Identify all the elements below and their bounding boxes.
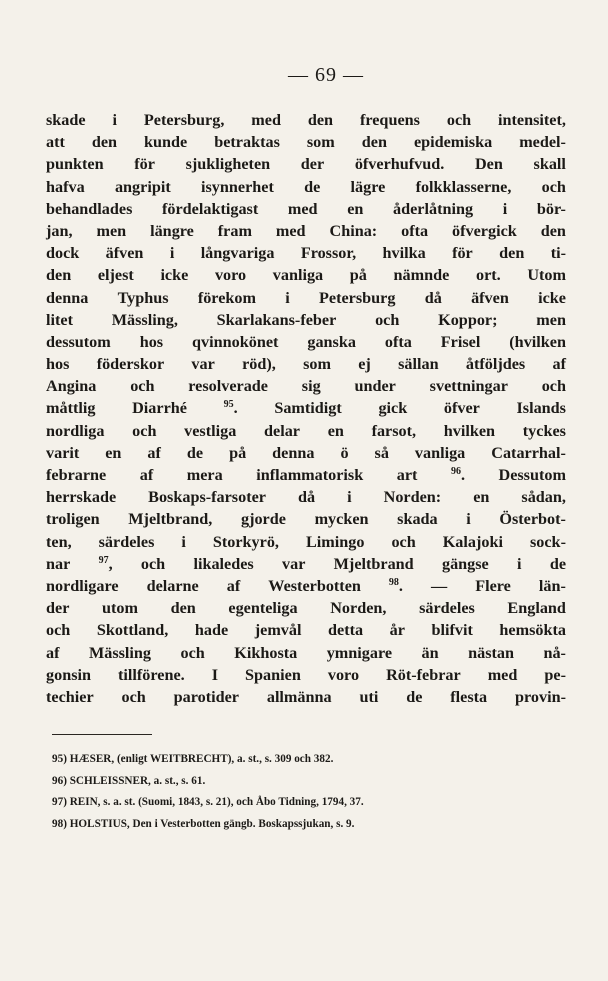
text-line: ten, särdeles i Storkyrö, Limingo och Kalajoki sock-: [46, 532, 566, 551]
text-line: nordliga och vestliga delar en farsot, hvilken tyckes: [46, 421, 566, 440]
footnotes: [46, 749, 566, 835]
body-text: [46, 109, 566, 708]
footnote: 98) HOLSTIUS, Den i Vesterbotten gängb. Boskapssjukan, s. 9.: [52, 817, 355, 830]
text-line: måttlig Diarrhé $^{95}$. Samtidigt gick öfver Islands: [46, 399, 566, 418]
text-line: dock äfven i långvariga Frossor, hvilka för den ti-: [46, 244, 566, 263]
text-line: febrarne af mera inflammatorisk art $^{96}$. Dessutom: [46, 466, 566, 484]
text-line: jan, men längre fram med China: ofta öfvergick den: [46, 221, 566, 240]
text-line: punkten för sjukligheten der öfverhufvud. Den skall: [46, 155, 566, 174]
text-line: litet Mässling, Skarlakans-feber och Koppor; men: [46, 310, 566, 329]
text-line: af Mässling och Kikhosta ymnigare än nästan nå-: [46, 643, 566, 662]
text-line: Angina och resolverade sig under svettningar och: [46, 377, 566, 396]
text-line: herrskade Boskaps-farsoter då i Norden: en sådan,: [46, 488, 566, 507]
footnote-reference: 98: [388, 576, 399, 588]
text-line: hafva angripit isynnerhet de lägre folkklasserne, och: [46, 177, 566, 196]
text-line: nar $^{97}$, och likaledes var Mjeltbrand gängse i de: [46, 554, 566, 573]
text-line: troligen Mjeltbrand, gjorde mycken skada i Österbot-: [46, 510, 566, 529]
text-line: techier och parotider allmänna uti de flesta provin-: [46, 687, 566, 706]
text-line: gonsin tillförene. I Spanien voro Röt-febrar med pe-: [46, 665, 566, 684]
text-line: skade i Petersburg, med den frequens och intensitet,: [46, 111, 566, 129]
text-line: dessutom hos qvinnokönet ganska ofta Frisel (hvilken: [46, 332, 566, 351]
text-line: den eljest icke voro vanliga på nämnde ort. Utom: [46, 266, 566, 285]
text-line: behandlades fördelaktigast med en åderlåtning i bör-: [46, 199, 566, 218]
text-line: och Skottland, hade jemvål detta år blifvit hemsökta: [46, 621, 566, 640]
footnote: 95) HÆSER, (enligt WEITBRECHT), a. st., s. 309 och 382.: [52, 753, 334, 766]
text-line: att den kunde betraktas som den epidemiska medel-: [46, 133, 566, 152]
footnote: 96) SCHLEISSNER, a. st., s. 61.: [52, 774, 206, 787]
footnote-reference: 97: [98, 554, 109, 566]
page: [46, 64, 566, 835]
footnote-reference: 95: [223, 399, 234, 411]
text-line: der utom den egenteliga Norden, särdeles England: [46, 599, 566, 618]
footnote: 97) REIN, s. a. st. (Suomi, 1843, s. 21), och Åbo Tidning, 1794, 37.: [52, 796, 364, 809]
text-line: hos föderskor var röd), som ej sällan åtföljdes af: [46, 355, 566, 374]
text-line: denna Typhus förekom i Petersburg då äfven icke: [46, 288, 566, 307]
footnote-reference: 96: [450, 466, 461, 477]
page-number: — 69 —: [288, 64, 364, 86]
text-line: varit en af de på denna ö så vanliga Catarrhal-: [46, 443, 566, 462]
text-line: nordligare delarne af Westerbotten $^{98}$. — Flere län-: [46, 576, 566, 595]
footnote-divider: [52, 734, 152, 735]
